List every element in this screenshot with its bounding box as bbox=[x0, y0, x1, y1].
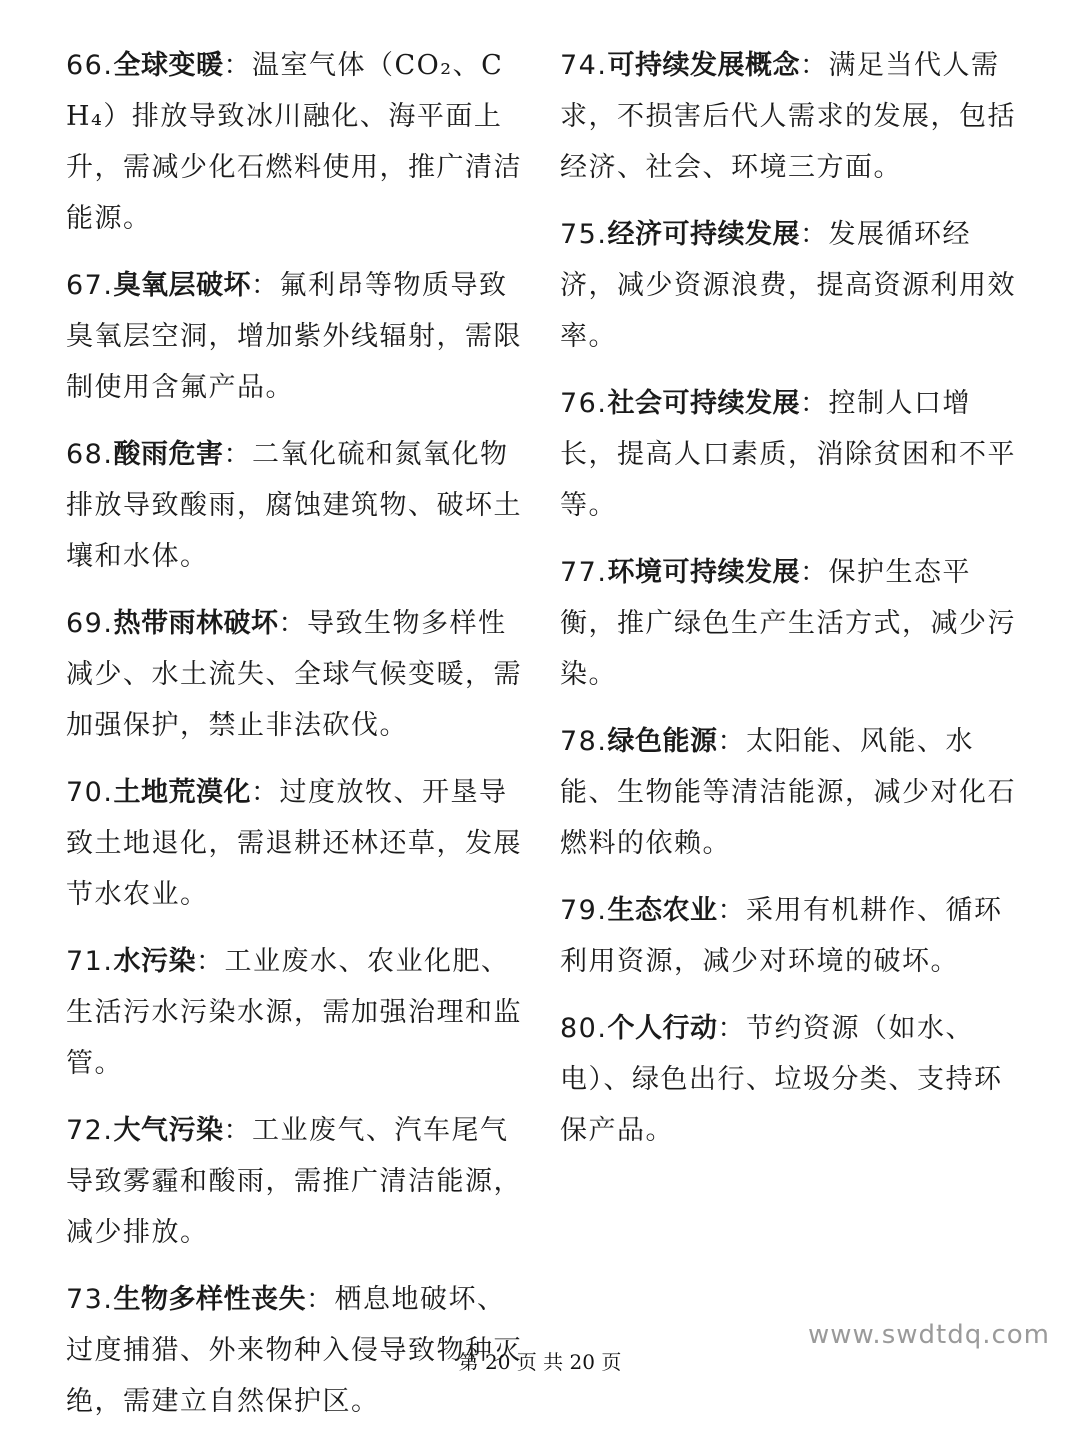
entry-70 bbox=[66, 767, 526, 920]
entry-separator: ： bbox=[223, 50, 252, 81]
entry-term: 生态农业 bbox=[607, 895, 718, 926]
entry-number: 74. bbox=[560, 50, 608, 81]
entry-term: 土地荒漠化 bbox=[113, 777, 251, 808]
entry-67 bbox=[66, 260, 526, 413]
entry-term: 生物多样性丧失 bbox=[113, 1284, 306, 1315]
entry-description: 工业废水、农业化肥、生活污水污染水源，需加强治理和监管。 bbox=[66, 946, 522, 1079]
entry-separator: ： bbox=[799, 219, 829, 250]
site-watermark: www.swdtdq.com bbox=[808, 1320, 1050, 1350]
entry-term: 水污染 bbox=[113, 946, 196, 977]
entry-72 bbox=[66, 1105, 526, 1258]
entry-description: 保护生态平衡，推广绿色生产生活方式，减少污染。 bbox=[560, 557, 1016, 690]
entry-separator: ： bbox=[717, 1013, 746, 1044]
entry-description: 温室气体（CO₂、CH₄）排放导致冰川融化、海平面上升，需减少化石燃料使用，推广清洁能源。 bbox=[66, 50, 522, 234]
entry-number: 66. bbox=[66, 50, 114, 81]
entry-description: 太阳能、风能、水能、生物能等清洁能源，减少对化石燃料的依赖。 bbox=[560, 726, 1016, 859]
entry-description: 二氧化硫和氮氧化物排放导致酸雨，腐蚀建筑物、破坏土壤和水体。 bbox=[66, 439, 522, 572]
entry-description: 过度放牧、开垦导致土地退化，需退耕还林还草，发展节水农业。 bbox=[66, 777, 522, 910]
entry-term: 绿色能源 bbox=[607, 726, 718, 757]
page-number: 第 20 页 共 20 页 bbox=[458, 1350, 622, 1374]
entry-number: 76. bbox=[560, 388, 608, 419]
entry-69 bbox=[66, 598, 526, 751]
entry-description: 控制人口增长，提高人口素质，消除贫困和不平等。 bbox=[560, 388, 1016, 521]
entry-number: 72. bbox=[66, 1115, 114, 1146]
entry-term: 热带雨林破坏 bbox=[113, 608, 279, 639]
entry-term: 环境可持续发展 bbox=[607, 557, 800, 588]
entry-description: 栖息地破坏、过度捕猎、外来物种入侵导致物种灭绝，需建立自然保护区。 bbox=[66, 1284, 522, 1417]
entry-75 bbox=[560, 209, 1020, 362]
entry-number: 69. bbox=[66, 608, 114, 639]
entry-description: 节约资源（如水、电）、绿色出行、垃圾分类、支持环保产品。 bbox=[560, 1013, 1003, 1146]
entry-66 bbox=[66, 40, 526, 244]
entry-number: 70. bbox=[66, 777, 114, 808]
entry-description: 工业废气、汽车尾气导致雾霾和酸雨，需推广清洁能源，减少排放。 bbox=[66, 1115, 522, 1248]
entry-number: 67. bbox=[66, 270, 114, 301]
entry-term: 社会可持续发展 bbox=[607, 388, 800, 419]
entry-description: 采用有机耕作、循环利用资源，减少对环境的破坏。 bbox=[560, 895, 1003, 977]
entry-separator: ： bbox=[223, 1115, 252, 1146]
entry-number: 73. bbox=[66, 1284, 114, 1315]
entry-separator: ： bbox=[195, 946, 225, 977]
entry-separator: ： bbox=[799, 557, 829, 588]
entry-separator: ： bbox=[250, 777, 280, 808]
entry-78 bbox=[560, 716, 1020, 869]
entry-term: 可持续发展概念 bbox=[607, 50, 800, 81]
entry-number: 79. bbox=[560, 895, 608, 926]
entry-79 bbox=[560, 885, 1020, 987]
entry-term: 臭氧层破坏 bbox=[113, 270, 251, 301]
entry-description: 发展循环经济，减少资源浪费，提高资源利用效率。 bbox=[560, 219, 1016, 352]
entry-term: 个人行动 bbox=[607, 1013, 718, 1044]
entry-number: 80. bbox=[560, 1013, 608, 1044]
entry-74 bbox=[560, 40, 1020, 193]
entry-number: 75. bbox=[560, 219, 608, 250]
entry-term: 酸雨危害 bbox=[113, 439, 224, 470]
entry-description: 氟利昂等物质导致臭氧层空洞，增加紫外线辐射，需限制使用含氟产品。 bbox=[66, 270, 522, 403]
entry-separator: ： bbox=[717, 726, 746, 757]
entry-number: 77. bbox=[560, 557, 608, 588]
entry-separator: ： bbox=[717, 895, 746, 926]
entry-80 bbox=[560, 1003, 1020, 1156]
entry-description: 导致生物多样性减少、水土流失、全球气候变暖，需加强保护，禁止非法砍伐。 bbox=[66, 608, 522, 741]
entry-separator: ： bbox=[799, 50, 829, 81]
entry-term: 大气污染 bbox=[113, 1115, 224, 1146]
entry-separator: ： bbox=[799, 388, 829, 419]
entry-term: 全球变暖 bbox=[113, 50, 224, 81]
entry-separator: ： bbox=[250, 270, 280, 301]
entry-separator: ： bbox=[223, 439, 252, 470]
entry-71 bbox=[66, 936, 526, 1089]
entry-68 bbox=[66, 429, 526, 582]
entry-number: 68. bbox=[66, 439, 114, 470]
entry-separator: ： bbox=[305, 1284, 335, 1315]
right-column bbox=[560, 40, 1020, 1172]
entry-term: 经济可持续发展 bbox=[607, 219, 800, 250]
left-column bbox=[66, 40, 526, 1443]
entry-separator: ： bbox=[278, 608, 307, 639]
entry-number: 78. bbox=[560, 726, 608, 757]
entry-number: 71. bbox=[66, 946, 114, 977]
entry-description: 满足当代人需求，不损害后代人需求的发展，包括经济、社会、环境三方面。 bbox=[560, 50, 1016, 183]
entry-76 bbox=[560, 378, 1020, 531]
entry-77 bbox=[560, 547, 1020, 700]
